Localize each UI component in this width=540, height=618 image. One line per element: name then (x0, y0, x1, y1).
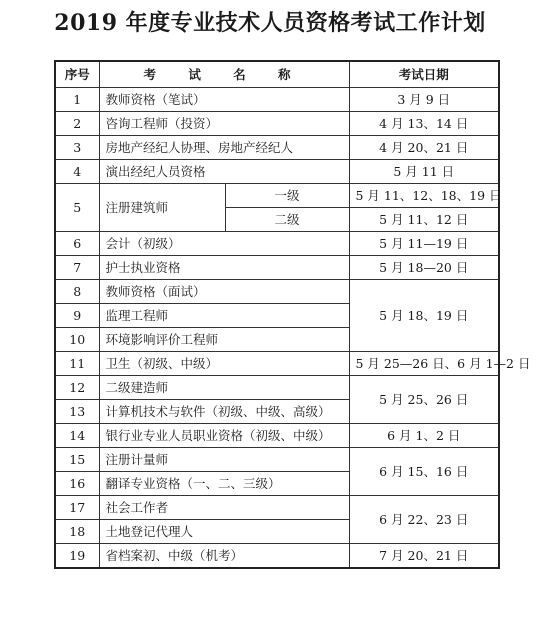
table-row (55, 448, 499, 472)
row-exam-name: 卫生（初级、中级） (99, 352, 349, 376)
row-exam-name: 教师资格（笔试） (99, 88, 349, 112)
row-exam-name: 土地登记代理人 (99, 520, 349, 544)
table-row (55, 184, 499, 208)
row-seq: 4 (55, 160, 99, 184)
row-seq: 5 (55, 184, 99, 232)
row-exam-date: 5 月 18—20 日 (349, 256, 499, 280)
table-row (55, 112, 499, 136)
row-exam-date: 5 月 11 日 (349, 160, 499, 184)
table-row (55, 496, 499, 520)
row-seq: 1 (55, 88, 99, 112)
row-level: 二级 (225, 208, 349, 232)
row-exam-name: 银行业专业人员职业资格（初级、中级） (99, 424, 349, 448)
row-exam-name: 咨询工程师（投资） (99, 112, 349, 136)
row-exam-name: 二级建造师 (99, 376, 349, 400)
row-exam-date: 6 月 15、16 日 (349, 448, 499, 496)
row-exam-name: 护士执业资格 (99, 256, 349, 280)
row-seq: 16 (55, 472, 99, 496)
row-exam-date: 7 月 20、21 日 (349, 544, 499, 569)
row-seq: 3 (55, 136, 99, 160)
row-exam-date: 4 月 13、14 日 (349, 112, 499, 136)
row-exam-date: 5 月 25—26 日、6 月 1—2 日 (349, 352, 499, 376)
row-exam-date: 6 月 22、23 日 (349, 496, 499, 544)
row-seq: 14 (55, 424, 99, 448)
row-exam-date: 5 月 18、19 日 (349, 280, 499, 352)
table-header-row (55, 61, 499, 88)
row-seq: 19 (55, 544, 99, 569)
row-exam-date: 5 月 11、12、18、19 日 (349, 184, 499, 208)
row-exam-date: 5 月 11—19 日 (349, 232, 499, 256)
row-seq: 2 (55, 112, 99, 136)
table-row (55, 544, 499, 569)
row-exam-date: 3 月 9 日 (349, 88, 499, 112)
table-row (55, 88, 499, 112)
table-row (55, 424, 499, 448)
row-seq: 10 (55, 328, 99, 352)
table-row (55, 232, 499, 256)
table-row (55, 376, 499, 400)
row-exam-name: 会计（初级） (99, 232, 349, 256)
row-exam-name: 计算机技术与软件（初级、中级、高级） (99, 400, 349, 424)
row-exam-date: 6 月 1、2 日 (349, 424, 499, 448)
exam-schedule-table (54, 60, 531, 569)
row-seq: 17 (55, 496, 99, 520)
row-exam-name: 省档案初、中级（机考） (99, 544, 349, 569)
row-seq: 11 (55, 352, 99, 376)
row-exam-name: 演出经纪人员资格 (99, 160, 349, 184)
row-exam-name: 翻译专业资格（一、二、三级） (99, 472, 349, 496)
row-seq: 7 (55, 256, 99, 280)
table-row (55, 280, 499, 304)
row-seq: 9 (55, 304, 99, 328)
row-seq: 18 (55, 520, 99, 544)
row-seq: 8 (55, 280, 99, 304)
table-row (55, 160, 499, 184)
table-row (55, 256, 499, 280)
header-name: 考 试 名 称 (99, 61, 349, 88)
page-title: 2019 年度专业技术人员资格考试工作计划 (54, 10, 486, 36)
row-exam-date: 5 月 11、12 日 (349, 208, 499, 232)
row-exam-name: 社会工作者 (99, 496, 349, 520)
row-exam-name: 注册建筑师 (99, 184, 225, 232)
table-row (55, 136, 499, 160)
row-exam-date: 5 月 25、26 日 (349, 376, 499, 424)
header-date: 考试日期 (349, 61, 499, 88)
row-exam-name: 环境影响评价工程师 (99, 328, 349, 352)
row-seq: 15 (55, 448, 99, 472)
row-exam-name: 房地产经纪人协理、房地产经纪人 (99, 136, 349, 160)
row-seq: 13 (55, 400, 99, 424)
header-seq: 序号 (55, 61, 99, 88)
row-seq: 12 (55, 376, 99, 400)
row-level: 一级 (225, 184, 349, 208)
row-exam-name: 监理工程师 (99, 304, 349, 328)
row-seq: 6 (55, 232, 99, 256)
row-exam-name: 注册计量师 (99, 448, 349, 472)
row-exam-date: 4 月 20、21 日 (349, 136, 499, 160)
row-exam-name: 教师资格（面试） (99, 280, 349, 304)
table-row (55, 352, 499, 376)
